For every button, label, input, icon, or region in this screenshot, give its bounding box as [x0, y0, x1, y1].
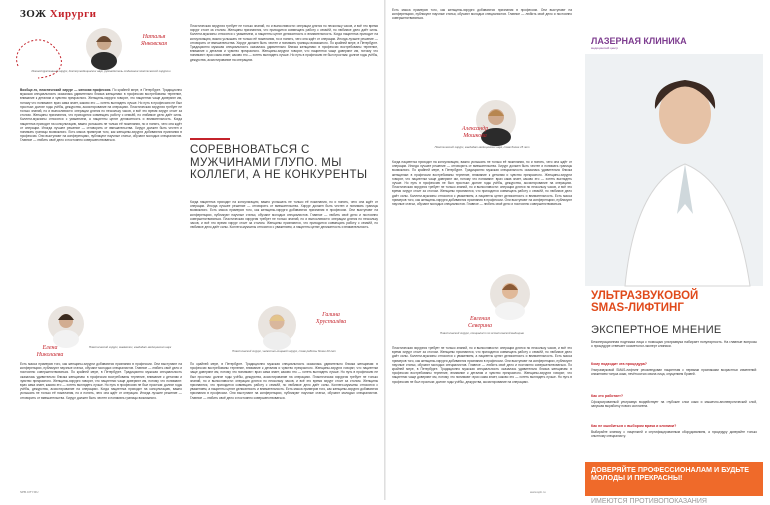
advertisement: [585, 28, 763, 505]
column-3-mid: [392, 160, 572, 320]
column-1-bottom-text-3: Когда пациентка приходит на консультацию, важно услышать не только её пожелания, но и понять, чего она ждёт от операции. Иногда лучшее решение — отговорить от вмешательства. Хирург должен быть честен и понимать границы возможного.: [20, 387, 183, 400]
page-gutter: [384, 0, 386, 500]
portrait-yankovskaya: [86, 28, 122, 64]
column-1-text-2: Пластическая хирургия требует не только знаний, но и выносливости: операции длятся по нескольку часов, и всё это время хирург стоит за столом. Женщины признаются, что приходится совмещать работу с семьёй, но любимое дело даёт силы. Коллеги-мужчины относятся с уважением, а пациенты ценят деликатность и внимательность.: [20, 104, 182, 122]
column-1-text-3: Когда пациентка приходит на консультацию, важно услышать не только её пожелания, но и понять, чего она ждёт от операции. Иногда лучшее решение — отговорить от вмешательства. Хирург должен быть честен и понимать границы возможного.: [20, 117, 182, 135]
ad-brand: ЛАЗЕРНАЯ КЛИНИКА: [591, 36, 687, 46]
footer-right: www.spb.ru: [530, 490, 546, 494]
section-subtitle: Хирурги: [49, 8, 97, 20]
ad-brand-sub: медицинский центр: [591, 46, 619, 50]
column-3-bottom-text: Пластическая хирургия требует не только знаний, но и выносливости: операции длятся по нескольку часов, и всё это время хирург стоит за столом. Женщины признаются, что приходится совмещать работу с семьёй, но любимое дело даёт силы. Коллеги-мужчины относятся с уважением, а пациенты ценят деликатность и внимательность.: [392, 346, 572, 359]
name-khrustaleva: [296, 312, 366, 325]
portrait-khrustaleva: [258, 306, 296, 344]
portrait-nikolaeva: [48, 306, 84, 342]
column-1-bottom-text: Есть масса примеров того, как женщины-хирурги добиваются признания в профессии. Они выступают на конференциях, публикуют научные статьи, обучают молодых специалистов. Главное — любить своё дело и постоянно совершенствоваться.: [20, 362, 182, 375]
first-name: Александр: [461, 126, 489, 132]
column-2-mid-text-3: Пластическая хирургия требует не только знаний, но и выносливости: операции длятся по нескольку часов, и всё это время хирург стоит за столом. Женщины признаются, что приходится совмещать работу с семьёй, но любимое дело даёт силы. Коллеги-мужчины относятся с уважением, а пациенты ценят деликатность и внимательность.: [190, 216, 378, 230]
column-2-mid: [190, 200, 378, 300]
name-moshkova: [440, 126, 510, 139]
portrait-severina: [490, 274, 530, 314]
column-3-mid-text: Когда пациентка приходит на консультацию, важно услышать не только её пожелания, но и понять, чего она ждёт от операции. Иногда лучшее решение — отговорить от вмешательства. Хирург должен быть честен и понимать границы возможного.: [392, 160, 572, 173]
column-3-mid-text-4: Есть масса примеров того, как женщины-хирурги добиваются признания в профессии. Они выступают на конференциях, публикуют научные статьи, обучают молодых специалистов. Главное — любить своё дело и постоянно совершенствоваться.: [392, 193, 572, 207]
column-1: [20, 88, 182, 388]
ad-question-1: Кому подходит эта процедура?: [591, 362, 647, 366]
column-2-text-2: Когда пациентка приходит на консультацию, важно услышать не только её пожелания, но и понять, чего она ждёт от операции. Иногда лучшее решение — отговорить от вмешательства. Хирург должен быть честен и понимать границы возможного.: [190, 32, 379, 45]
column-2-text-3: По крайней мере, в Петербурге. Традиционно мужская специальность оказалась удивительно близка женщинам: в профессии востребованы терпение, внимание к деталям и чувство прекрасного. Женщины-хирурги говорят, что пациентки чаще доверяют им, потому что понимают: врач сама знает, каково это — хотеть выглядеть лучше. Но путь в профессию не был простым: долгие годы учёбы, дежурства, ассистирование на операциях.: [190, 40, 379, 62]
column-1-text: По крайней мере, в Петербурге. Традиционно мужская специальность оказалась удивительно близка женщинам: в профессии востребованы терпение, внимание к деталям и чувство прекрасного. Женщины-хирурги говорят, что пациентки чаще доверяют им, потому что понимают: врач сама знает, каково это — хотеть выглядеть лучше. Но путь в профессию не был простым: долгие годы учёбы, дежурства, ассистирование на операциях.: [20, 88, 182, 109]
ad-doctor-photo: [585, 54, 763, 286]
column-3-bottom-text-3: По крайней мере, в Петербурге. Традиционно мужская специальность оказалась удивительно близка женщинам: в профессии востребованы терпение, внимание к деталям и чувство прекрасного. Женщины-хирурги говорят, что пациентки чаще доверяют им, потому что понимают: врач сама знает, каково это — хотеть выглядеть лучше. Но путь в профессию не был простым: долгие годы учёбы, дежурства, ассистирование на операциях.: [392, 362, 572, 384]
column-1-text-4: Есть масса примеров того, как женщины-хирурги добиваются признания в профессии. Они выступают на конференциях, публикуют научные статьи, обучают молодых специалистов. Главное — любить своё дело и постоянно совершенствоваться.: [20, 130, 182, 143]
ad-disclaimer: ИМЕЮТСЯ ПРОТИВОПОКАЗАНИЯ: [591, 498, 707, 505]
first-name: Наталья: [142, 34, 166, 40]
pull-quote: СОРЕВНОВАТЬСЯ С МУЖЧИНАМИ ГЛУПО. МЫ КОЛЛЕГИ, А НЕ КОНКУРЕНТЫ: [190, 144, 368, 181]
last-name: Мошкова: [463, 132, 487, 139]
section-title: ЗОЖ: [20, 8, 47, 20]
ad-question-2: Как это работает?: [591, 394, 624, 398]
column-2-text: Пластическая хирургия требует не только знаний, но и выносливости: операции длятся по нескольку часов, и всё это время хирург стоит за столом. Женщины признаются, что приходится совмещать работу с семьёй, но любимое дело даёт силы. Коллеги-мужчины относятся с уважением, а пациенты ценят деликатность и внимательность.: [190, 24, 378, 37]
last-name: Янковская: [140, 40, 168, 47]
last-name: Северина: [468, 322, 492, 329]
ad-headline-2: SMAS-ЛИФТИНГ: [591, 302, 684, 314]
ad-expert-title: ЭКСПЕРТНОЕ МНЕНИЕ: [591, 324, 722, 336]
column-3-bottom-text-2: Есть масса примеров того, как женщины-хирурги добиваются признания в профессии. Они выступают на конференциях, публикуют научные статьи, обучают молодых специалистов. Главное — любить своё дело и постоянно совершенствоваться.: [392, 354, 572, 367]
ad-cta-banner: ДОВЕРЯЙТЕ ПРОФЕССИОНАЛАМ И БУДЬТЕ МОЛОДЫ И ПРЕКРАСНЫ!: [585, 462, 763, 496]
column-1-bottom-text-2: По крайней мере, в Петербурге. Традиционно мужская специальность оказалась удивительно близка женщинам: в профессии востребованы терпение, внимание к деталям и чувство прекрасного. Женщины-хирурги говорят, что пациентки чаще доверяют им, потому что понимают: врач сама знает, каково это — хотеть выглядеть лучше. Но путь в профессию не был простым: долгие годы учёбы, дежурства, ассистирование на операциях.: [20, 370, 183, 392]
first-name: Галина: [322, 312, 340, 318]
column-2-bottom: [190, 362, 378, 486]
column-3: [392, 8, 572, 48]
last-name: Хрусталёва: [315, 318, 347, 325]
intro-lead: Вообще-то, пластический хирург — женская профессия.: [20, 88, 112, 92]
caption-nikolaeva: Пластический хирург, маммолог, кандидат медицинских наук: [88, 345, 172, 349]
column-2-mid-text: Когда пациентка приходит на консультацию, важно услышать не только её пожелания, но и понять, чего она ждёт от операции. Иногда лучшее решение — отговорить от вмешательства. Хирург должен быть честен и понимать границы возможного.: [190, 200, 378, 213]
ad-answer-1: Ультразвуковой SMAS-лифтинг рекомендован пациентам с первыми признаками возрастных изменений: снижением тонуса кожи, нечёткостью овала лица, опущением бровей.: [591, 368, 757, 377]
section-header: [20, 8, 96, 20]
column-3-mid-text-3: Пластическая хирургия требует не только знаний, но и выносливости: операции длятся по нескольку часов, и всё это время хирург стоит за столом. Женщины признаются, что приходится совмещать работу с семьёй, но любимое дело даёт силы. Коллеги-мужчины относятся с уважением, а пациенты ценят деликатность и внимательность.: [392, 185, 572, 198]
column-2: [190, 24, 378, 134]
column-2-mid-text-2: Есть масса примеров того, как женщины-хирурги добиваются признания в профессии. Они выступают на конференциях, публикуют научные статьи, обучают молодых специалистов. Главное — любить своё дело и постоянно совершенствоваться.: [190, 208, 378, 221]
column-3-text: Есть масса примеров того, как женщины-хирурги добиваются признания в профессии. Они выступают на конференциях, публикуют научные статьи, обучают молодых специалистов. Главное — любить своё дело и постоянно совершенствоваться.: [392, 8, 572, 21]
column-3-mid-text-2: По крайней мере, в Петербурге. Традиционно мужская специальность оказалась удивительно близка женщинам: в профессии востребованы терпение, внимание к деталям и чувство прекрасного. Женщины-хирурги говорят, что пациентки чаще доверяют им, потому что понимают: врач сама знает, каково это — хотеть выглядеть лучше. Но путь в профессию не был простым: долгие годы учёбы, дежурства, ассистирование на операциях.: [392, 168, 572, 186]
name-severina: [440, 316, 520, 329]
last-name: Николаева: [36, 351, 64, 358]
name-nikolaeva: [20, 345, 80, 358]
first-name: Елена: [42, 345, 58, 351]
caption-khrustaleva: Пластический хирург, челюстно-лицевой хирург, стаж работы более 20 лет: [232, 349, 336, 353]
ad-headline: [591, 290, 698, 314]
first-name: Евгения: [469, 316, 491, 322]
caption-severina: Пластический хирург, специалист по эстетической медицине: [440, 331, 524, 335]
column-1-bottom: [20, 362, 182, 486]
ad-answer-2: Сфокусированный ультразвук воздействует на глубокие слои кожи и мышечно-апоневротический слой, запуская выработку нового коллагена.: [591, 400, 757, 409]
ad-headline-1: УЛЬТРАЗВУКОВОЙ: [591, 290, 699, 302]
column-2-bottom-text: По крайней мере, в Петербурге. Традиционно мужская специальность оказалась удивительно близка женщинам: в профессии востребованы терпение, внимание к деталям и чувство прекрасного. Женщины-хирурги говорят, что пациентки чаще доверяют им, потому что понимают: врач сама знает, каково это — хотеть выглядеть лучше. Но путь в профессию не был простым: долгие годы учёбы, дежурства, ассистирование на операциях.: [190, 362, 378, 379]
ad-intro: Безоперационная подтяжка лица с помощью ультразвука набирает популярность. На главные вопросы о процедуре отвечает косметолог-эксперт клиники.: [591, 340, 757, 349]
column-2-bottom-text-3: Есть масса примеров того, как женщины-хирурги добиваются признания в профессии. Они выступают на конференциях, публикуют научные статьи, обучают молодых специалистов. Главное — любить своё дело и постоянно совершенствоваться.: [190, 387, 379, 400]
footer-left: SPB.CITY.RU: [20, 490, 39, 494]
ad-question-3: Как не ошибиться с выбором врача и клиники?: [591, 424, 677, 428]
ad-answer-3: Выбирайте клинику с лицензией и сертифицированным оборудованием, а процедуру доверяйте только опытному специалисту.: [591, 430, 757, 439]
red-swirl-decoration: [8, 26, 68, 86]
caption-yankovskaya: Реконструктивный хирург, доктор медицинских наук, руководитель отделения пластической хирургии: [31, 69, 171, 73]
column-2-bottom-text-2: Пластическая хирургия требует не только знаний, но и выносливости: операции длятся по нескольку часов, и всё это время хирург стоит за столом. Женщины признаются, что приходится совмещать работу с семьёй, но любимое дело даёт силы. Коллеги-мужчины относятся с уважением, а пациенты ценят деликатность и внимательность.: [190, 374, 379, 392]
quote-rule: [190, 138, 230, 140]
name-yankovskaya: [124, 34, 184, 47]
column-3-bottom: [392, 346, 572, 486]
caption-moshkova: Пластический хирург, кандидат медицинских наук, стаж более 15 лет: [434, 145, 530, 149]
